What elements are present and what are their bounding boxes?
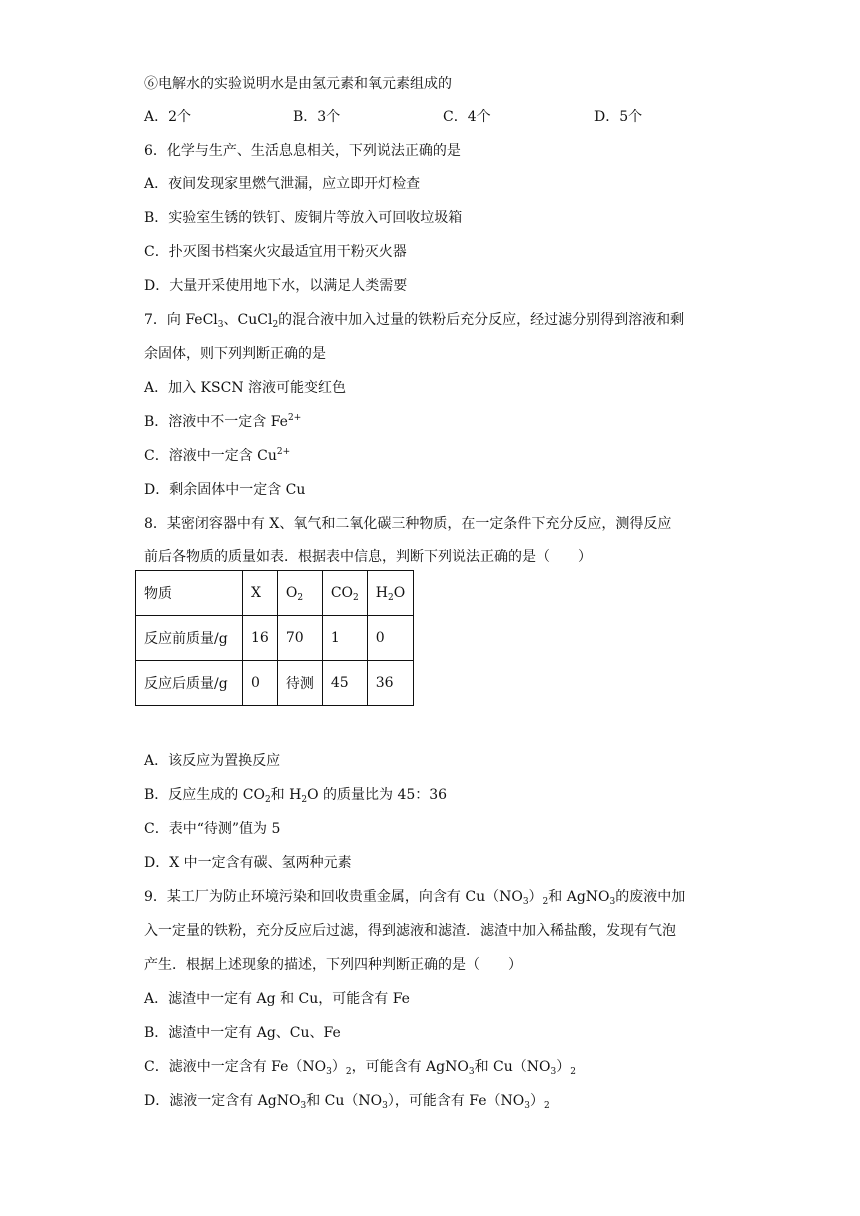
table-cell: 0 xyxy=(243,661,278,706)
q5-option-c: C．4个 xyxy=(443,109,491,125)
q9-stem-line3: 产生．根据上述现象的描述，下列四种判断正确的是（ ） xyxy=(144,957,522,973)
q6-stem: 6．化学与生产、生活息息相关，下列说法正确的是 xyxy=(144,143,461,159)
q7-stem-line1: 7．向 FeCl$_3$、CuCl$_2$的混合液中加入过量的铁粉后充分反应，经过滤分别得到溶液和剩 xyxy=(144,312,685,330)
q7-option-b: B．溶液中不一定含 $Fe^{2+}$ xyxy=(144,413,302,430)
q5-option-d: D．5个 xyxy=(594,109,643,125)
q8-option-c: C．表中“待测”值为 5 xyxy=(144,821,281,837)
q5-item-6: ⑥电解水的实验说明水是由氢元素和氧元素组成的 xyxy=(144,76,452,92)
q6-option-d: D．大量开采使用地下水，以满足人类需要 xyxy=(144,278,408,294)
q6-option-c: C．扑灭图书档案火灾最适宜用干粉灭火器 xyxy=(144,244,407,260)
table-cell: 1 xyxy=(322,616,367,661)
q8-option-d: D．X 中一定含有碳、氢两种元素 xyxy=(144,855,352,871)
q8-stem-line2: 前后各物质的质量如表．根据表中信息，判断下列说法正确的是（ ） xyxy=(144,549,592,565)
table-header-cell: X xyxy=(243,571,278,616)
table-cell: 16 xyxy=(243,616,278,661)
q7-option-d: D．剩余固体中一定含 Cu xyxy=(144,482,306,498)
q9-option-a: A．滤渣中一定有 Ag 和 Cu，可能含有 Fe xyxy=(144,991,410,1007)
q7-stem-line2: 余固体，则下列判断正确的是 xyxy=(144,346,326,362)
table-row xyxy=(136,661,414,706)
q7-option-a: A．加入 KSCN 溶液可能变红色 xyxy=(144,380,347,396)
table-header-cell: $CO_2$ xyxy=(322,571,367,616)
table-header-cell: 物质 xyxy=(136,571,243,616)
q9-stem-line1: 9．某工厂为防止环境污染和回收贵重金属，向含有 $Cu(NO_3)_2$和 AgNO$_3$的废液中加 xyxy=(144,889,686,907)
table-cell: 36 xyxy=(367,661,413,706)
table-cell: 70 xyxy=(277,616,322,661)
q5-option-a: A．2个 xyxy=(144,109,192,125)
table-header-cell: $O_2$ xyxy=(277,571,322,616)
q6-option-a: A．夜间发现家里燃气泄漏，应立即开灯检查 xyxy=(144,176,421,192)
table-cell: 待测 xyxy=(277,661,322,706)
table-row xyxy=(136,571,414,616)
q9-option-c: C．滤液中一定含有 $Fe(NO_3)_2$，可能含有 AgNO$_3$和 $Cu(NO_3)_2$ xyxy=(144,1059,576,1077)
q5-option-b: B．3个 xyxy=(293,109,341,125)
q7-option-c: C．溶液中一定含 $Cu^{2+}$ xyxy=(144,447,291,464)
q9-option-d: D．滤液一定含有 AgNO$_3$和 $Cu(NO_3)$，可能含有 $Fe(NO_3)_2$ xyxy=(144,1093,550,1111)
table-cell: 反应前质量/g xyxy=(136,616,243,661)
table-row xyxy=(136,616,414,661)
q9-option-b: B．滤渣中一定有 Ag、Cu、Fe xyxy=(144,1025,341,1041)
table-cell: 反应后质量/g xyxy=(136,661,243,706)
table-cell: 0 xyxy=(367,616,413,661)
q8-option-a: A．该反应为置换反应 xyxy=(144,753,281,769)
q9-stem-line2: 入一定量的铁粉，充分反应后过滤，得到滤液和滤渣．滤渣中加入稀盐酸，发现有气泡 xyxy=(144,923,676,939)
q8-mass-table xyxy=(135,570,414,706)
q8-option-b: B．反应生成的 $CO_2$和 $H_2O$ 的质量比为 45：36 xyxy=(144,787,448,805)
table-cell: 45 xyxy=(322,661,367,706)
q6-option-b: B．实验室生锈的铁钉、废铜片等放入可回收垃圾箱 xyxy=(144,210,463,226)
q8-stem-line1: 8．某密闭容器中有 X、氧气和二氧化碳三种物质，在一定条件下充分反应，测得反应 xyxy=(144,516,672,532)
table-header-cell: $H_2O$ xyxy=(367,571,413,616)
